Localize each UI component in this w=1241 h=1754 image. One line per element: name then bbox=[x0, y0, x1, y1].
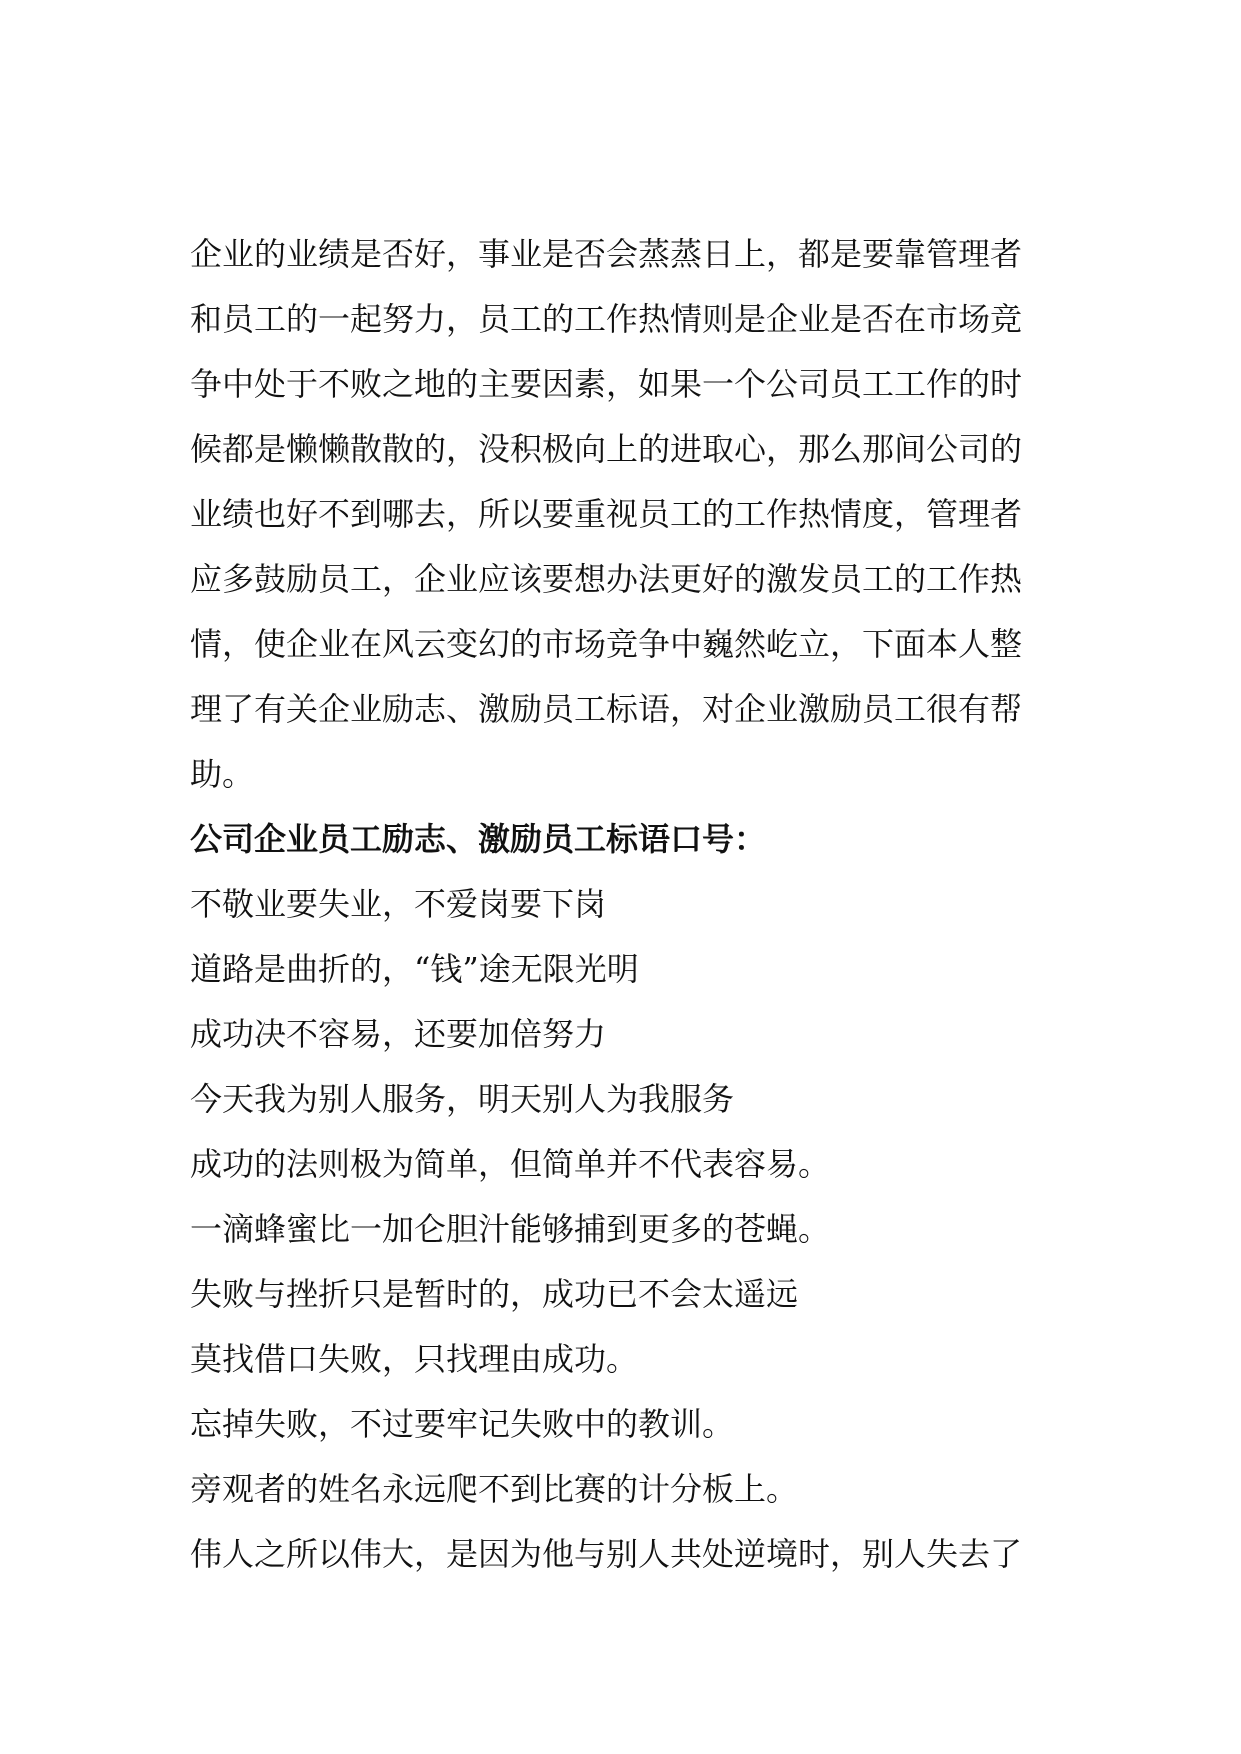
document-body bbox=[190, 222, 1050, 1587]
slogan-item: 伟人之所以伟大，是因为他与别人共处逆境时，别人失去了 bbox=[190, 1535, 1023, 1573]
section-heading: 公司企业员工励志、激励员工标语口号： bbox=[190, 820, 767, 858]
slogan-item: 莫找借口失败，只找理由成功。 bbox=[190, 1340, 639, 1378]
slogan-item: 成功的法则极为简单，但简单并不代表容易。 bbox=[190, 1145, 831, 1183]
slogan-item: 忘掉失败，不过要牢记失败中的教训。 bbox=[190, 1405, 735, 1443]
slogan-list bbox=[190, 872, 1050, 1587]
slogan-item: 今天我为别人服务，明天别人为我服务 bbox=[190, 1080, 735, 1118]
slogan-item: 道路是曲折的，“钱”途无限光明 bbox=[190, 950, 639, 988]
intro-paragraph: 企业的业绩是否好，事业是否会蒸蒸日上，都是要靠管理者和员工的一起努力，员工的工作热情则是企业是否在市场竞争中处于不败之地的主要因素，如果一个公司员工工作的时候都是懒懒散散的，没积极向上的进取心，那么那间公司的业绩也好不到哪去，所以要重视员工的工作热情度，管理者应多鼓励员工，企业应该要想办法更好的激发员工的工作热情，使企业在风云变幻的市场竞争中巍然屹立，下面本人整理了有关企业励志、激励员工标语，对企业激励员工很有帮助。 bbox=[190, 235, 1023, 793]
slogan-item: 成功决不容易，还要加倍努力 bbox=[190, 1015, 607, 1053]
slogan-item: 失败与挫折只是暂时的，成功已不会太遥远 bbox=[190, 1275, 799, 1313]
slogan-item: 不敬业要失业，不爱岗要下岗 bbox=[190, 885, 607, 923]
slogan-item: 一滴蜂蜜比一加仑胆汁能够捕到更多的苍蝇。 bbox=[190, 1210, 831, 1248]
slogan-item: 旁观者的姓名永远爬不到比赛的计分板上。 bbox=[190, 1470, 799, 1508]
